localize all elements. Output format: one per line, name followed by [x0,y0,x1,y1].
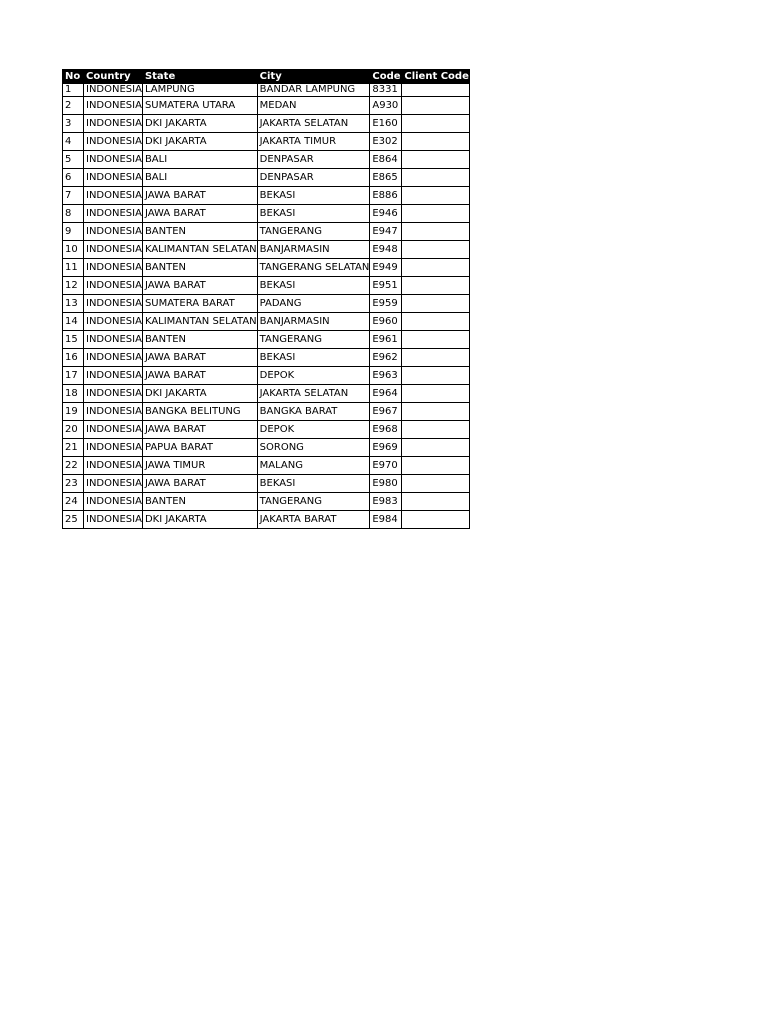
cell-country: INDONESIA [84,259,143,277]
header-client-code: Client Code [402,70,470,84]
cell-no: 4 [63,133,84,151]
table-row [63,133,470,151]
cell-no: 10 [63,241,84,259]
cell-code: E968 [370,421,402,439]
table-row [63,295,470,313]
cell-code: E983 [370,493,402,511]
table-row [63,493,470,511]
table-row [63,403,470,421]
cell-state: JAWA TIMUR [142,457,257,475]
cell-state: BALI [142,151,257,169]
cell-city: BEKASI [257,349,370,367]
cell-no: 6 [63,169,84,187]
cell-city: BEKASI [257,205,370,223]
cell-client-code [402,331,470,349]
cell-city: MEDAN [257,97,370,115]
cell-code: E951 [370,277,402,295]
cell-city: TANGERANG [257,223,370,241]
cell-no: 7 [63,187,84,205]
cell-country: INDONESIA [84,349,143,367]
cell-city: BEKASI [257,187,370,205]
cell-client-code [402,169,470,187]
cell-code: E864 [370,151,402,169]
cell-city: DENPASAR [257,169,370,187]
cell-country: INDONESIA [84,97,143,115]
cell-code: E961 [370,331,402,349]
cell-country: INDONESIA [84,169,143,187]
cell-no: 5 [63,151,84,169]
cell-country: INDONESIA [84,313,143,331]
cell-code: E160 [370,115,402,133]
cell-state: JAWA BARAT [142,367,257,385]
cell-no: 22 [63,457,84,475]
cell-client-code [402,84,470,97]
cell-code: E962 [370,349,402,367]
cell-country: INDONESIA [84,151,143,169]
cell-code: E946 [370,205,402,223]
cell-country: INDONESIA [84,223,143,241]
cell-city: BANDAR LAMPUNG [257,84,370,97]
cell-code: E886 [370,187,402,205]
table-row [63,349,470,367]
cell-client-code [402,475,470,493]
cell-client-code [402,241,470,259]
cell-no: 13 [63,295,84,313]
table-row [63,97,470,115]
table-row [63,151,470,169]
cell-code: E980 [370,475,402,493]
cell-client-code [402,115,470,133]
cell-code: 8331 [370,84,402,97]
cell-code: E960 [370,313,402,331]
table-row [63,205,470,223]
cell-state: BANTEN [142,331,257,349]
cell-state: KALIMANTAN SELATAN [142,241,257,259]
cell-country: INDONESIA [84,331,143,349]
cell-no: 3 [63,115,84,133]
cell-code: E865 [370,169,402,187]
table-row [63,331,470,349]
cell-client-code [402,277,470,295]
cell-country: INDONESIA [84,367,143,385]
cell-no: 2 [63,97,84,115]
cell-code: E959 [370,295,402,313]
cell-city: BANGKA BARAT [257,403,370,421]
cell-state: SUMATERA UTARA [142,97,257,115]
cell-no: 20 [63,421,84,439]
header-no: No [63,70,84,84]
cell-code: E970 [370,457,402,475]
cell-no: 1 [63,84,84,97]
cell-state: DKI JAKARTA [142,385,257,403]
cell-no: 25 [63,511,84,529]
cell-code: E984 [370,511,402,529]
cell-client-code [402,97,470,115]
cell-state: JAWA BARAT [142,205,257,223]
cell-country: INDONESIA [84,475,143,493]
cell-city: TANGERANG [257,331,370,349]
header-country: Country [84,70,143,84]
cell-state: DKI JAKARTA [142,511,257,529]
cell-state: JAWA BARAT [142,187,257,205]
cell-no: 24 [63,493,84,511]
cell-client-code [402,385,470,403]
header-state: State [142,70,257,84]
cell-country: INDONESIA [84,205,143,223]
cell-state: JAWA BARAT [142,421,257,439]
cell-city: JAKARTA BARAT [257,511,370,529]
cell-no: 8 [63,205,84,223]
header-city: City [257,70,370,84]
cell-no: 15 [63,331,84,349]
cell-client-code [402,187,470,205]
cell-country: INDONESIA [84,187,143,205]
header-code: Code [370,70,402,84]
cell-client-code [402,151,470,169]
cell-client-code [402,313,470,331]
cell-country: INDONESIA [84,457,143,475]
cell-city: TANGERANG SELATAN [257,259,370,277]
cell-client-code [402,421,470,439]
cell-country: INDONESIA [84,133,143,151]
cell-client-code [402,349,470,367]
table-row [63,313,470,331]
cell-country: INDONESIA [84,421,143,439]
cell-city: MALANG [257,457,370,475]
table-row [63,511,470,529]
cell-country: INDONESIA [84,385,143,403]
cell-city: DEPOK [257,421,370,439]
cell-city: BEKASI [257,475,370,493]
cell-country: INDONESIA [84,511,143,529]
header-row [63,70,470,84]
cell-country: INDONESIA [84,84,143,97]
table-row [63,475,470,493]
cell-no: 18 [63,385,84,403]
cell-city: BANJARMASIN [257,241,370,259]
cell-country: INDONESIA [84,277,143,295]
data-table [62,69,470,529]
cell-code: E947 [370,223,402,241]
cell-city: JAKARTA SELATAN [257,385,370,403]
cell-state: SUMATERA BARAT [142,295,257,313]
cell-state: DKI JAKARTA [142,133,257,151]
cell-client-code [402,439,470,457]
cell-code: E969 [370,439,402,457]
table-row [63,439,470,457]
cell-country: INDONESIA [84,493,143,511]
cell-state: KALIMANTAN SELATAN [142,313,257,331]
cell-no: 16 [63,349,84,367]
cell-state: DKI JAKARTA [142,115,257,133]
cell-code: E963 [370,367,402,385]
cell-client-code [402,457,470,475]
table-row [63,259,470,277]
cell-no: 11 [63,259,84,277]
cell-country: INDONESIA [84,241,143,259]
cell-client-code [402,205,470,223]
cell-code: E964 [370,385,402,403]
cell-country: INDONESIA [84,439,143,457]
cell-client-code [402,493,470,511]
cell-country: INDONESIA [84,295,143,313]
cell-city: PADANG [257,295,370,313]
cell-city: JAKARTA TIMUR [257,133,370,151]
table-row [63,277,470,295]
table-row [63,421,470,439]
cell-city: TANGERANG [257,493,370,511]
cell-state: BALI [142,169,257,187]
cell-client-code [402,367,470,385]
cell-city: JAKARTA SELATAN [257,115,370,133]
cell-no: 9 [63,223,84,241]
cell-state: PAPUA BARAT [142,439,257,457]
table-row [63,385,470,403]
cell-city: BANJARMASIN [257,313,370,331]
cell-client-code [402,259,470,277]
cell-city: SORONG [257,439,370,457]
cell-no: 21 [63,439,84,457]
table-row [63,84,470,97]
cell-state: BANTEN [142,493,257,511]
cell-country: INDONESIA [84,403,143,421]
cell-state: JAWA BARAT [142,277,257,295]
cell-city: BEKASI [257,277,370,295]
cell-code: E949 [370,259,402,277]
cell-code: E302 [370,133,402,151]
cell-no: 12 [63,277,84,295]
cell-state: JAWA BARAT [142,475,257,493]
cell-client-code [402,511,470,529]
cell-city: DEPOK [257,367,370,385]
cell-client-code [402,133,470,151]
table-row [63,241,470,259]
cell-state: LAMPUNG [142,84,257,97]
table-body [63,84,470,529]
cell-country: INDONESIA [84,115,143,133]
cell-state: BANTEN [142,223,257,241]
cell-state: BANTEN [142,259,257,277]
cell-no: 23 [63,475,84,493]
cell-client-code [402,295,470,313]
cell-no: 19 [63,403,84,421]
cell-code: E967 [370,403,402,421]
cell-code: E948 [370,241,402,259]
table-row [63,367,470,385]
cell-no: 14 [63,313,84,331]
table-row [63,223,470,241]
cell-client-code [402,223,470,241]
table-row [63,457,470,475]
table-row [63,187,470,205]
cell-code: A930 [370,97,402,115]
table-row [63,115,470,133]
cell-state: BANGKA BELITUNG [142,403,257,421]
cell-city: DENPASAR [257,151,370,169]
table-header [63,70,470,84]
cell-state: JAWA BARAT [142,349,257,367]
table-row [63,169,470,187]
cell-client-code [402,403,470,421]
cell-no: 17 [63,367,84,385]
